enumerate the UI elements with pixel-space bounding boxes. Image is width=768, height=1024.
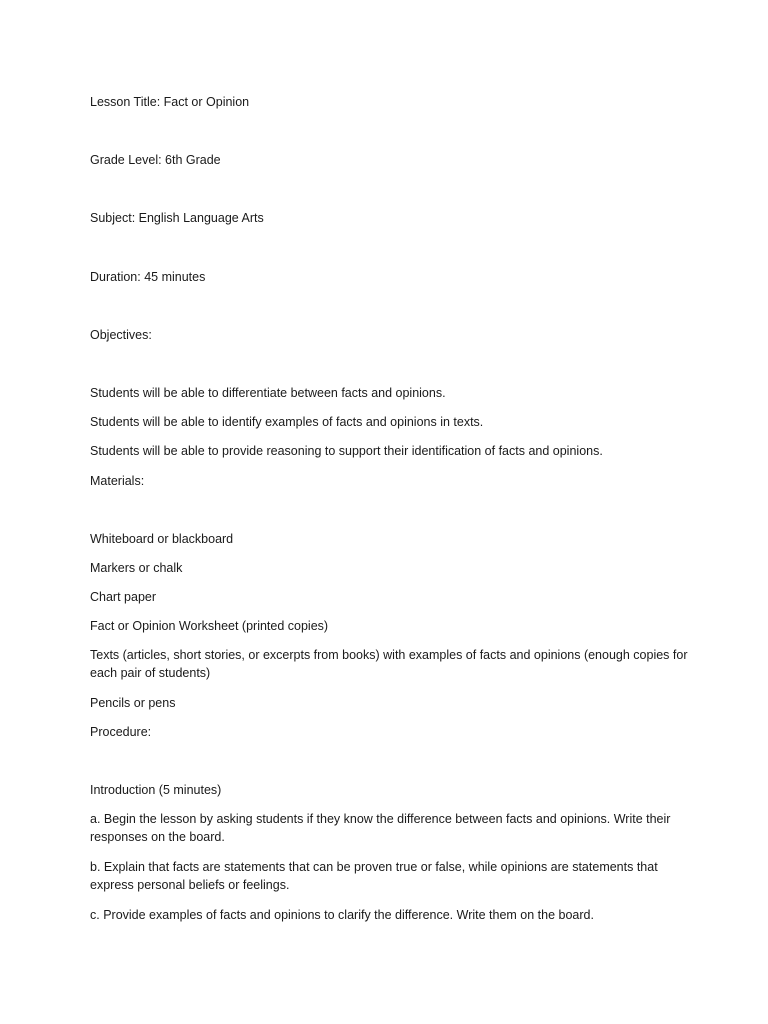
introduction-heading: Introduction (5 minutes) bbox=[90, 783, 222, 797]
introduction-step: b. Explain that facts are statements that can be proven true or false, while opinions are statements that express personal beliefs or feelings. bbox=[90, 860, 658, 892]
lesson-title: Lesson Title: Fact or Opinion bbox=[90, 95, 250, 109]
material-item: Texts (articles, short stories, or excerpts from books) with examples of facts and opinions (enough copies for each pair of students) bbox=[90, 648, 688, 680]
grade-level: Grade Level: 6th Grade bbox=[90, 153, 221, 167]
material-item: Fact or Opinion Worksheet (printed copies) bbox=[90, 619, 329, 633]
material-item: Whiteboard or blackboard bbox=[90, 532, 234, 546]
objectives-heading: Objectives: bbox=[90, 328, 152, 342]
subject: Subject: English Language Arts bbox=[90, 211, 264, 225]
material-item: Markers or chalk bbox=[90, 561, 183, 575]
material-item: Chart paper bbox=[90, 590, 157, 604]
material-item: Pencils or pens bbox=[90, 696, 176, 710]
duration: Duration: 45 minutes bbox=[90, 270, 206, 284]
objective-item: Students will be able to identify examples of facts and opinions in texts. bbox=[90, 415, 484, 429]
objective-item: Students will be able to provide reasoning to support their identification of facts and opinions. bbox=[90, 444, 603, 458]
procedure-heading: Procedure: bbox=[90, 725, 152, 739]
introduction-step: c. Provide examples of facts and opinions to clarify the difference. Write them on the board. bbox=[90, 908, 594, 922]
introduction-step: a. Begin the lesson by asking students if they know the difference between facts and opinions. Write their responses on the board. bbox=[90, 812, 671, 844]
objective-item: Students will be able to differentiate between facts and opinions. bbox=[90, 386, 446, 400]
materials-heading: Materials: bbox=[90, 474, 145, 488]
